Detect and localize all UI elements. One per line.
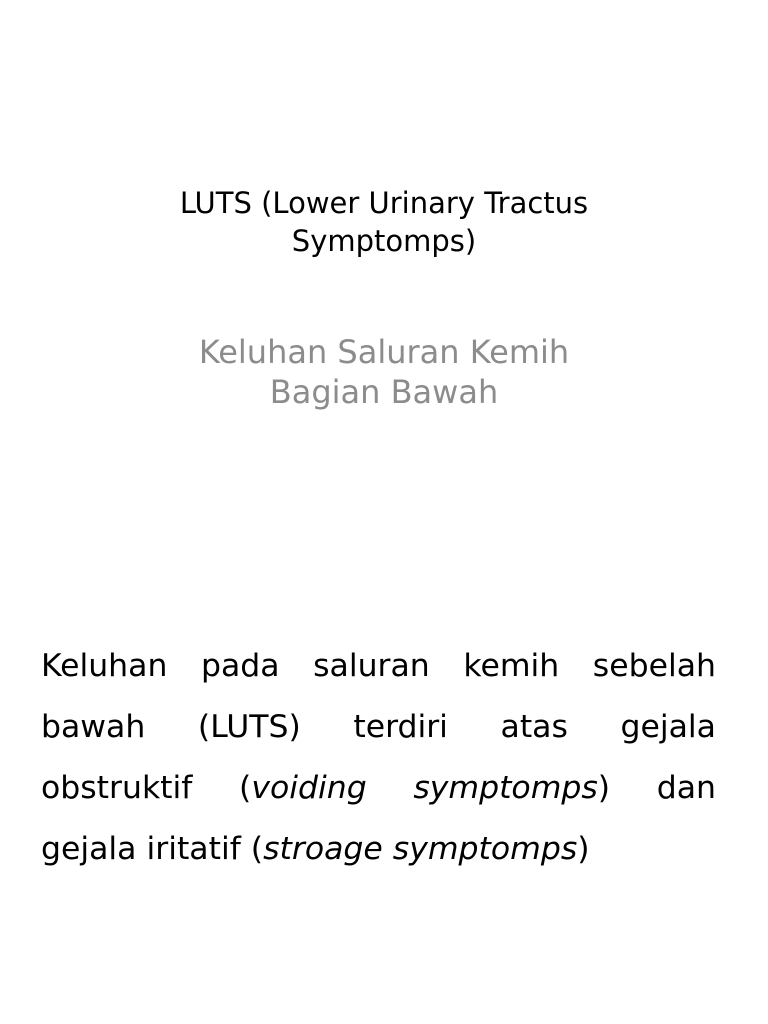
- body-word-group: [413, 758, 610, 819]
- body-word: obstruktif: [41, 770, 193, 806]
- body-word: sebelah: [592, 648, 716, 684]
- body-word: (LUTS): [197, 709, 301, 745]
- slide-title-line-2: Symptomps): [291, 224, 477, 258]
- body-word-group: [239, 758, 367, 819]
- body-word: bawah: [41, 709, 146, 745]
- body-word: gejala: [620, 709, 716, 745]
- slide-title: [80, 184, 688, 260]
- italic-word: voiding: [251, 770, 367, 806]
- body-word: atas: [500, 709, 568, 745]
- body-paragraph: [41, 636, 716, 880]
- body-line-4: [41, 819, 716, 880]
- body-line-2: [41, 697, 716, 758]
- body-line-4-text: [41, 819, 590, 880]
- body-word: terdiri: [353, 709, 448, 745]
- body-word: Keluhan: [41, 648, 168, 684]
- slide-subtitle: [80, 332, 688, 412]
- open-paren: (: [239, 770, 252, 806]
- slide-subtitle-line-2: Bagian Bawah: [269, 373, 499, 411]
- body-word: kemih: [463, 648, 560, 684]
- body-word: saluran: [313, 648, 430, 684]
- body-word: dan: [656, 770, 716, 806]
- body-line-1: [41, 636, 716, 697]
- italic-phrase: stroage symptomps: [263, 831, 578, 867]
- close-paren: ): [597, 770, 611, 806]
- body-line-3: [41, 758, 716, 819]
- slide-subtitle-line-1: Keluhan Saluran Kemih: [198, 333, 570, 371]
- body-word: pada: [200, 648, 280, 684]
- slide-title-line-1: LUTS (Lower Urinary Tractus: [179, 186, 589, 220]
- italic-word: symptomps: [413, 770, 598, 806]
- body-text-suffix: ): [577, 831, 590, 867]
- body-text-prefix: gejala iritatif (: [41, 831, 264, 867]
